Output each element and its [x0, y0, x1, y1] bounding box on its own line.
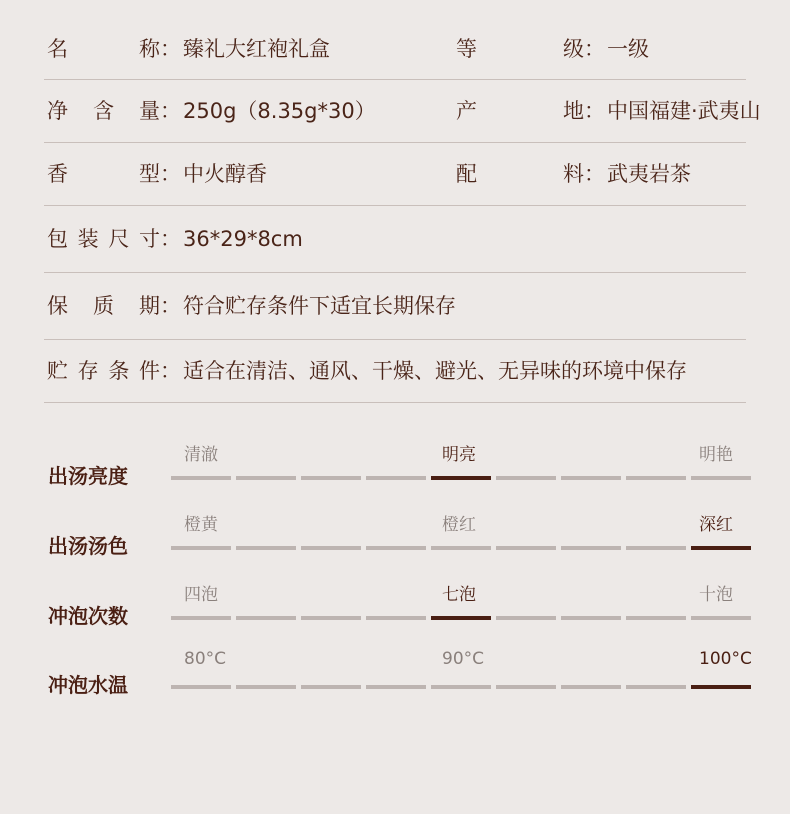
scale-segment — [171, 685, 231, 689]
scale-segment — [431, 546, 491, 550]
scale-label: 明艳 — [699, 445, 733, 465]
scale-segment — [236, 476, 296, 480]
spec-label: 香型 — [47, 162, 160, 186]
scale-segment — [236, 685, 296, 689]
scale-label: 90°C — [442, 649, 485, 669]
spec-colon: ： — [160, 162, 181, 186]
scale-label: 明亮 — [442, 445, 476, 465]
scale-segment — [366, 476, 426, 480]
spec-label: 等级 — [456, 36, 584, 61]
scale-segment — [561, 685, 621, 689]
scale-label: 深红 — [699, 515, 733, 535]
rating-title: 冲泡水温 — [48, 673, 128, 697]
spec-table — [44, 18, 761, 403]
scale-segment — [366, 616, 426, 620]
spec-value: 适合在清洁、通风、干燥、避光、无异味的环境中保存 — [183, 359, 687, 383]
rating-title: 出汤汤色 — [48, 534, 128, 558]
scale-segment — [626, 685, 686, 689]
rating-liquor-color — [0, 500, 790, 570]
spec-label: 包装尺寸 — [47, 227, 160, 251]
rating-brightness — [0, 430, 790, 500]
spec-row-net-content — [44, 80, 761, 143]
spec-value: 一级 — [607, 36, 649, 61]
scale-segment — [626, 616, 686, 620]
spec-colon: ： — [160, 227, 181, 251]
scale-segment — [301, 546, 361, 550]
spec-label: 净含量 — [47, 99, 160, 123]
spec-colon: ： — [160, 294, 181, 318]
scale-segment-active — [691, 685, 751, 689]
spec-row-aroma — [44, 143, 746, 206]
spec-colon: ： — [584, 36, 605, 61]
scale-segment — [626, 476, 686, 480]
rating-title: 冲泡次数 — [48, 604, 128, 628]
scale-segment — [366, 546, 426, 550]
scale-label: 橙红 — [442, 515, 476, 535]
spec-value: 符合贮存条件下适宜长期保存 — [183, 294, 456, 318]
spec-value: 臻礼大红袍礼盒 — [183, 36, 330, 61]
spec-value: 36*29*8cm — [183, 227, 303, 251]
spec-row-package-size — [44, 206, 746, 273]
spec-value: 中国福建·武夷山 — [607, 99, 761, 123]
scale-segment — [626, 546, 686, 550]
scale-segment — [366, 685, 426, 689]
scale-segment — [496, 616, 556, 620]
spec-colon: ： — [584, 162, 605, 186]
spec-value: 武夷岩茶 — [607, 162, 691, 186]
spec-label: 贮存条件 — [47, 359, 160, 383]
scale-segment — [431, 685, 491, 689]
spec-label: 配料 — [456, 162, 584, 186]
spec-value: 250g（8.35g*30） — [183, 99, 376, 123]
scale-segment — [171, 476, 231, 480]
spec-row-name — [44, 18, 746, 80]
scale-segment — [171, 546, 231, 550]
scale-segment-active — [431, 616, 491, 620]
scale-segment — [496, 476, 556, 480]
scale-label: 橙黄 — [184, 515, 218, 535]
spec-label: 保质期 — [47, 294, 160, 318]
spec-colon: ： — [584, 99, 605, 123]
scale-segment-active — [431, 476, 491, 480]
rating-title: 出汤亮度 — [48, 464, 128, 488]
scale-segment — [561, 546, 621, 550]
spec-colon: ： — [160, 99, 181, 123]
rating-infusions — [0, 570, 790, 640]
scale-label: 清澈 — [184, 445, 218, 465]
scale-segment — [561, 616, 621, 620]
scale-segment — [301, 616, 361, 620]
scale-label: 七泡 — [442, 585, 476, 605]
scale-segment — [561, 476, 621, 480]
spec-label: 名称 — [47, 36, 160, 61]
spec-colon: ： — [160, 359, 181, 383]
scale-segment — [301, 476, 361, 480]
scale-segment — [691, 476, 751, 480]
scale-segment — [171, 616, 231, 620]
spec-colon: ： — [160, 36, 181, 61]
spec-value: 中火醇香 — [183, 162, 267, 186]
spec-row-shelf-life — [44, 273, 746, 340]
scale-segment — [301, 685, 361, 689]
scale-segment — [691, 616, 751, 620]
scale-segment — [236, 546, 296, 550]
scale-label: 十泡 — [699, 585, 733, 605]
scale-segment — [496, 546, 556, 550]
scale-segment — [496, 685, 556, 689]
scale-segment-active — [691, 546, 751, 550]
scale-segment — [236, 616, 296, 620]
scale-label: 80°C — [184, 649, 227, 669]
spec-label: 产地 — [456, 99, 584, 123]
scale-label: 四泡 — [184, 585, 218, 605]
rating-water-temperature — [0, 639, 790, 709]
spec-row-storage — [44, 340, 746, 403]
scale-label: 100°C — [699, 649, 752, 669]
